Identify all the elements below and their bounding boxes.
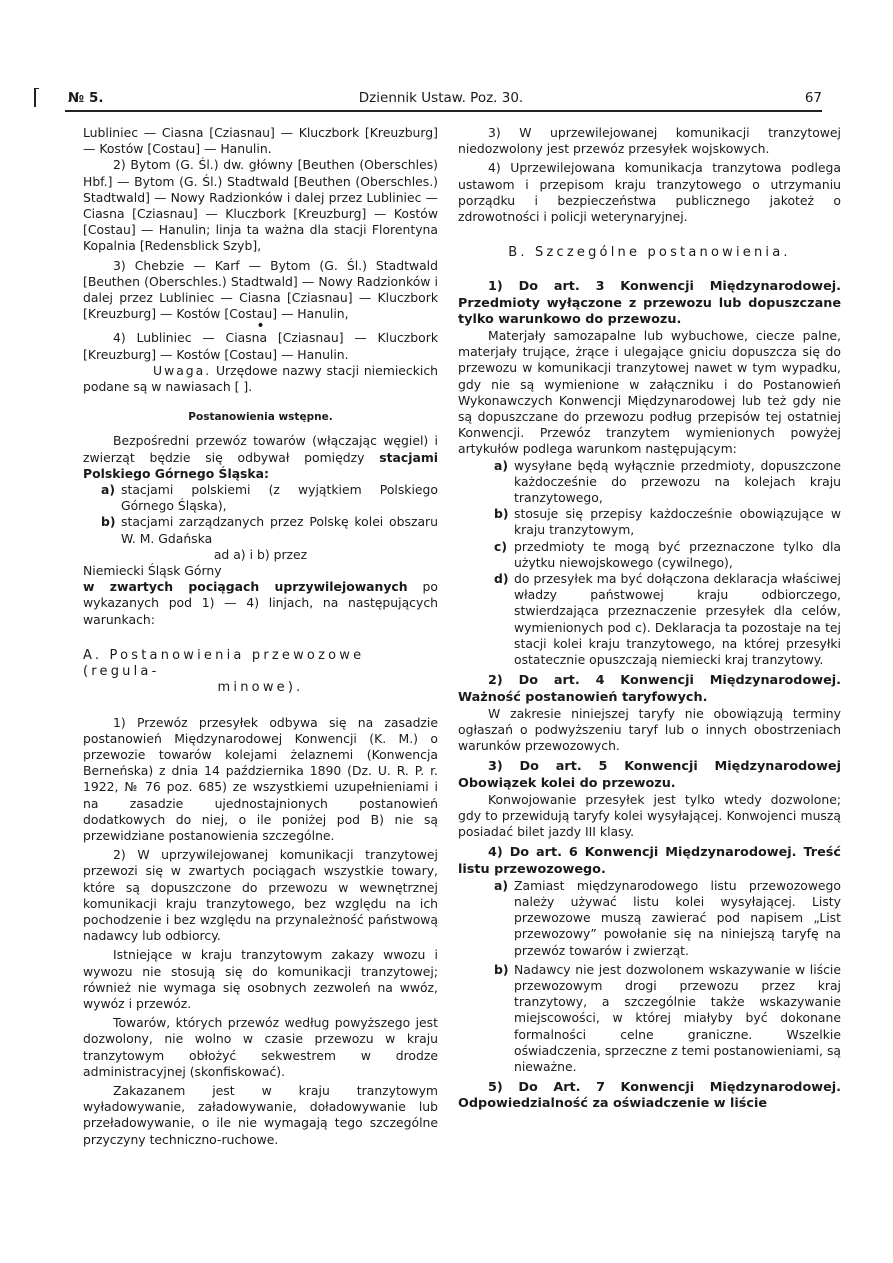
item-mark: b) — [494, 961, 509, 977]
trains-text — [83, 579, 438, 628]
item-mark: b) — [494, 506, 509, 522]
b5-heading: 5) Do Art. 7 Konwencji Międzynarodowej. Odpowiedzialność za oświadczenie w liście — [458, 1080, 841, 1112]
a-para-2: 2) W uprzywilejowanej komunikacji tranzytowej przewozi się w zwartych pociągach wszystkie towary, które są dopuszczone do przewozu w wewnętrznej komunikacji kraju tranzytowego, bez względu na ich pochodzenie i bez względu na przynależność państwową nadawcy lub odbiorcy. — [83, 847, 438, 944]
b4-item-a — [494, 878, 841, 959]
a-para-7: 4) Uprzewilejowana komunikacja tranzytowa podlega ustawom i przepisom kraju tranzytowego o utrzymaniu porządku i bezpieczeństwa publicznego jakoteż o zdrowotności i policji weterynaryjnej. — [458, 160, 841, 225]
prelim-text-bold: stacjami Polskiego Górnego Śląska: — [83, 449, 438, 481]
ad-line: ad a) i b) przez — [213, 546, 308, 562]
route-2: 2) Bytom (G. Śl.) dw. główny [Beuthen (Oberschles) Hbf.] — Bytom (G. Śl.) Stadtwald [Beuthen (Oberschles.) Stadtwald] — Nowy Radzionków i dalej przez Lubliniec — Ciasna [Cziasnau] — Kluczbork [Kreuzburg] — Kostów [Costau] — Hanulin; linja ta ważna dla stacji Florentyna Kopalnia [Redensblick Szyb], — [83, 157, 438, 254]
uwaga-note — [83, 363, 438, 395]
prelim-text — [83, 433, 438, 482]
prelim-item-b — [101, 514, 438, 546]
b1-item-a — [494, 458, 841, 507]
item-text: stacjami polskiemi (z wyjątkiem Polskiego Górnego Śląska), — [121, 482, 438, 514]
page-edge-mark — [34, 88, 39, 107]
b2-text: W zakresie niniejszej taryfy nie obowiązują terminy ogłaszań o podwyższeniu taryf lub o innych obostrzeniach warunków przewozowych. — [458, 705, 841, 754]
section-a-heading-line2: minowe). — [217, 680, 304, 696]
b2-heading: 2) Do art. 4 Konwencji Międzynarodowej. Ważność postanowień taryfowych. — [458, 673, 841, 705]
uwaga-text: Urzędowe nazwy stacji niemieckich podane są w nawiasach [ ]. — [83, 362, 438, 395]
a-para-3: Istniejące w kraju tranzytowym zakazy wwozu i wywozu nie stosują się do komunikacji tranzytowej; również nie wymaga się osobnych zezwoleń na wwóz, wywóz i przewóz. — [83, 947, 438, 1011]
item-text: stacjami zarządzanych przez Polskę kolei obszaru W. M. Gdańska — [121, 514, 438, 546]
b3-text: Konwojowanie przesyłek jest tylko wtedy dozwolone; gdy to przewidują taryfy kolei wysyłającej. Konwojenci muszą posiadać bilet jazdy III klasy. — [458, 791, 841, 840]
trains-rest: po wykazanych pod 1) — 4) linjach, na następujących warunkach: — [83, 579, 438, 627]
prelim-heading: Postanowienia wstępne. — [188, 411, 333, 424]
b4-item-b — [494, 962, 841, 1075]
niemiecki-line: Niemiecki Śląsk Górny — [83, 563, 222, 579]
b1-item-c — [494, 539, 841, 571]
section-b-heading: B. Szczególne postanowienia. — [508, 245, 791, 261]
prelim-text-1: Bezpośredni przewóz towarów (włączając węgiel) i zwierząt będzie się odbywał pomiędzy — [83, 433, 438, 465]
b1-item-d — [494, 571, 841, 668]
item-text: stosuje się przepisy każdocześnie obowiązujące w kraju tranzytowym, — [514, 506, 841, 538]
page-number: 67 — [804, 90, 822, 106]
page-header — [60, 88, 822, 110]
item-mark: a) — [494, 457, 509, 473]
item-text: przedmioty te mogą być przeznaczone tylko dla użytku niewojskowego (cywilnego), — [514, 538, 841, 570]
header-rule — [65, 110, 822, 112]
item-mark: d) — [494, 571, 509, 587]
a-para-1: 1) Przewóz przesyłek odbywa się na zasadzie postanowień Międzynarodowej Konwencji (K. M.) o przewozie towarów kolejami żelaznemi (Konwencja Berneńska) z dnia 14 października 1890 (Dz. U. R. P. r. 1922, № 76 poz. 685) ze wszystkiemi uzupełnieniami i na zasadzie ujednostajnionych postanowień dodatkowych do niej, o ile poniżej pod B) nie są przewidziane postanowienia szczególne. — [83, 714, 438, 843]
b3-heading: 3) Do art. 5 Konwencji Międzynarodowej Obowiązek kolei do przewozu. — [458, 759, 841, 791]
b1-item-b — [494, 506, 841, 538]
section-a-heading — [83, 648, 438, 697]
journal-title: Dziennik Ustaw. Poz. 30. — [358, 90, 524, 106]
ink-blot: • — [256, 318, 265, 335]
issue-number: № 5. — [68, 90, 104, 106]
left-column — [83, 125, 438, 1148]
item-mark: a) — [494, 877, 509, 893]
item-mark: b) — [101, 514, 116, 530]
a-para-5: Zakazanem jest w kraju tranzytowym wyładowywanie, załadowywanie, doładowywanie lub przeładowywanie, o ile nie wymagają tego szczególne przyczyny techniczno-ruchowe. — [83, 1082, 438, 1147]
item-mark: c) — [494, 538, 508, 554]
trains-bold: w zwartych pociągach uprzywilejowanych — [83, 579, 408, 595]
prelim-item-a — [101, 482, 438, 514]
item-text: wysyłane będą wyłącznie przedmioty, dopuszczone każdocześnie do przewozu na kolejach kraju tranzytowego, — [514, 457, 841, 506]
b1-heading: 1) Do art. 3 Konwencji Międzynarodowej. Przedmioty wyłączone z przewozu lub dopuszczane tylko warunkowo do przewozu. — [458, 279, 841, 327]
route-1-continued: Lubliniec — Ciasna [Cziasnau] — Kluczbork [Kreuzburg] — Kostów [Costau] — Hanulin. — [83, 125, 438, 157]
uwaga-label: Uwaga. — [153, 362, 212, 378]
route-4: 4) Lubliniec — Ciasna [Cziasnau] — Kluczbork [Kreuzburg] — Kostów [Costau] — Hanulin. — [83, 330, 438, 362]
a-para-6: 3) W uprzewilejowanej komunikacji tranzytowej niedozwolony jest przewóz przesyłek wojskowych. — [458, 125, 841, 157]
a-para-4: Towarów, których przewóz według powyższego jest dozwolony, nie wolno w czasie przewozu w kraju tranzytowym obłożyć sekwestrem w drodze administracyjnej (skonfiskować). — [83, 1015, 438, 1079]
route-3: 3) Chebzie — Karf — Bytom (G. Śl.) Stadtwald [Beuthen (Oberschles.) Stadtwald] — Nowy Radzionków i dalej przez Lubliniec — Ciasna [Cziasnau] — Kluczbork [Kreuzburg] — Kostów [Costau] — Hanulin, — [83, 257, 438, 322]
item-text: Zamiast międzynarodowego listu przewozowego należy używać listu kolei wysyłającej. Listy przewozowe muszą zawierać pod napisem „List przewozowy” powołanie się na niniejszą taryfę na przewóz towarów i zwierząt. — [514, 877, 841, 958]
right-column — [458, 125, 841, 1113]
item-text: Nadawcy nie jest dozwolonem wskazywanie w liście przewozowym drogi przewozu przez kraj tranzytowy, a szczególnie także wskazywanie miejscowości, w której miałyby być dokonane formalności celne graniczne. Wszelkie oświadczenia, sprzeczne z temi postanowieniami, są nieważne. — [514, 961, 841, 1074]
section-a-heading-line1: A. Postanowienia przewozowe (regula- — [83, 647, 365, 680]
item-text: do przesyłek ma być dołączona deklaracja właściwej władzy państwowej kraju odbiorczego, stwierdzająca przeznaczenie przesyłek dla celów, wymienionych pod c). Deklaracja ta pozostaje na tej stacji kolei kraju tranzytowego, na której przesyłki ostatecznie opuszczają niemiecki kraj tranzytowy. — [514, 571, 841, 668]
item-mark: a) — [101, 482, 116, 498]
b4-heading: 4) Do art. 6 Konwencji Międzynarodowej. Treść listu przewozowego. — [458, 845, 841, 877]
b1-text: Materjały samozapalne lub wybuchowe, ciecze palne, materjały trujące, żrące i ulegające gniciu dopuszcza się do przewozu w komunikacji tranzytowej nawet w tym wypadku, gdy nie są wymienione w załączniku i do Postanowień Wykonawczych Konwencji Międzynarodowej lub też gdy nie są dopuszczane do przewozu podług przepisów tej ostatniej Konwencji. Przewóz tranzytem wymienionych powyżej artykułów podlega warunkom następującym: — [458, 328, 841, 457]
